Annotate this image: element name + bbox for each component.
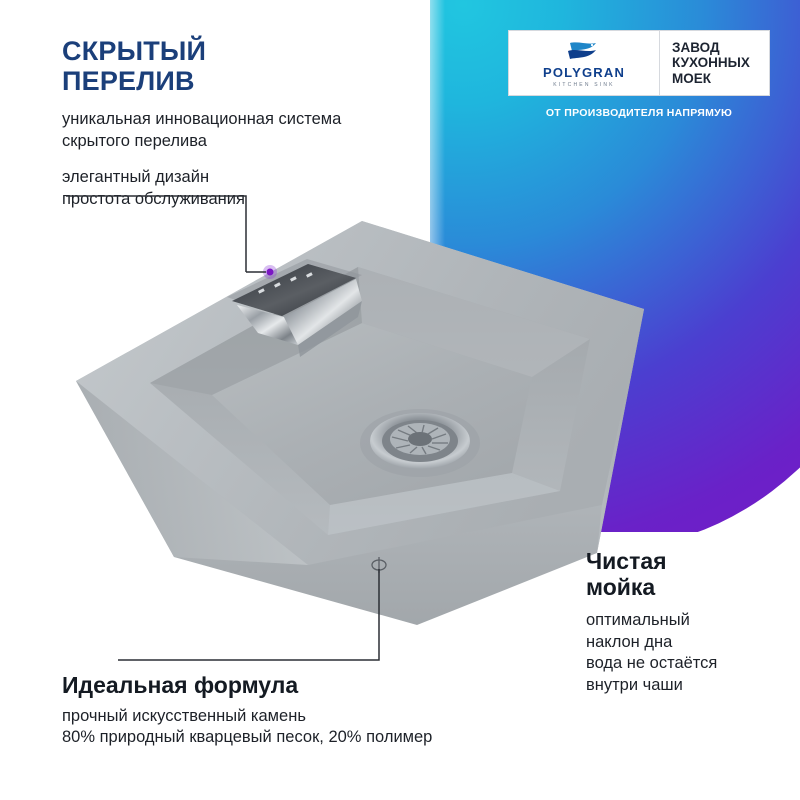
brand-wordmark-sub: KITCHEN SINK: [553, 81, 615, 88]
brand-logo-card: [508, 30, 770, 96]
clean-sink-callout: [586, 548, 786, 697]
headline-body-1-line-2: скрытого перелива: [62, 131, 207, 150]
clean-sink-title-line-1: Чистая: [586, 548, 667, 574]
formula-body: [62, 706, 562, 748]
formula-body-line-1: прочный искусственный камень: [62, 707, 306, 725]
formula-body-line-2: 80% природный кварцевый песок, 20% полимер: [62, 728, 433, 747]
headline-body-1: [62, 109, 462, 152]
formula-callout: [62, 672, 562, 748]
headline-body-2-line-2: простота обслуживания: [62, 189, 245, 208]
headline-title: [62, 36, 462, 96]
headline-title-line-2: ПЕРЕЛИВ: [62, 66, 195, 97]
wave-fish-logo-icon: [544, 39, 624, 63]
clean-sink-body-line-3: вода не остаётся: [586, 654, 718, 673]
brand-line-3: МОЕК: [672, 70, 711, 86]
headline-body-1-line-1: уникальная инновационная система: [62, 110, 342, 129]
clean-sink-title: [586, 548, 786, 601]
clean-sink-body-line-1: оптимальный: [586, 610, 690, 629]
brand-caption: ОТ ПРОИЗВОДИТЕЛЯ НАПРЯМУЮ: [545, 107, 733, 119]
headline-body-2-line-1: элегантный дизайн: [62, 168, 210, 187]
clean-sink-body: [586, 610, 786, 697]
clean-sink-body-line-4: внутри чаши: [586, 676, 683, 695]
headline-title-line-1: СКРЫТЫЙ: [62, 36, 207, 66]
headline-body-2: [62, 167, 462, 210]
brand-logo-left: [509, 31, 659, 95]
grey-granite-kitchen-sink: [62, 205, 658, 625]
brand-wordmark: POLYGRAN: [542, 64, 626, 80]
formula-title: Идеальная формула: [62, 672, 299, 698]
brand-logo-right: [660, 31, 769, 95]
hidden-overflow-callout: [62, 36, 462, 210]
brand-line-1: ЗАВОД: [672, 40, 720, 56]
clean-sink-body-line-2: наклон дна: [586, 632, 673, 651]
clean-sink-title-line-2: мойка: [586, 574, 656, 601]
brand-line-2: КУХОННЫХ: [672, 55, 750, 71]
